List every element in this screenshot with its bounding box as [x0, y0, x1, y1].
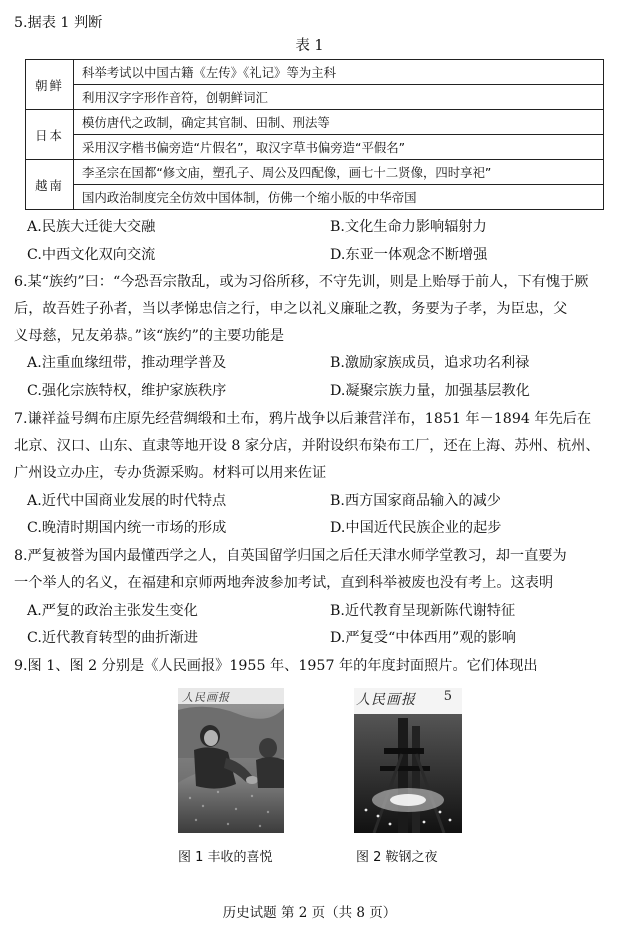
figure-2-caption: 图 2 鞍钢之夜 [356, 850, 438, 865]
q5-option-c[interactable]: C.中西文化双向交流 [27, 247, 156, 263]
q5-option-a[interactable]: A.民族大迁徙大交融 [27, 219, 156, 235]
q6-option-b[interactable]: B.激励家族成员，追求功名利禄 [330, 355, 530, 371]
table-cell: 采用汉字楷书偏旁造“片假名”，取汉字草书偏旁造“平假名” [74, 135, 604, 160]
table-row [26, 110, 604, 135]
table-cell-country: 日本 [26, 110, 74, 160]
q7-line: 北京、汉口、山东、直隶等地开设 8 家分店，并附设织布染布工厂，还在上海、苏州、杭州、 [14, 438, 600, 454]
table-cell: 国内政治制度完全仿效中国体制，仿佛一个缩小版的中华帝国 [74, 185, 604, 210]
q8-option-c[interactable]: C.近代教育转型的曲折渐进 [27, 630, 198, 646]
table-row [26, 60, 604, 85]
q6-option-d[interactable]: D.凝聚宗族力量，加强基层教化 [330, 383, 530, 399]
figure-1-image [178, 688, 284, 833]
q5-option-d[interactable]: D.东亚一体观念不断增强 [330, 247, 488, 263]
figure-2-masthead: 人民画报 [356, 692, 416, 708]
q8-option-a[interactable]: A.严复的政治主张发生变化 [27, 603, 198, 619]
page-footer: 历史试题 第 2 页（共 8 页） [222, 905, 397, 921]
q7-option-d[interactable]: D.中国近代民族企业的起步 [330, 520, 502, 536]
table-caption: 表 1 [295, 38, 324, 54]
table-cell-country: 越南 [26, 160, 74, 210]
comparison-table [25, 59, 604, 210]
q8-line: 一个举人的名义，在福建和京师两地奔波参加考试，直到科举被废也没有考上。这表明 [14, 575, 554, 591]
q7-line: 7.谦祥益号绸布庄原先经营绸缎和土布，鸦片战争以后兼营洋布，1851 年－1894 年先后在 [14, 411, 592, 427]
q7-line: 广州设立办庄，专办货源采购。材料可以用来佐证 [14, 465, 327, 481]
q7-option-c[interactable]: C.晚清时期国内统一市场的形成 [27, 520, 227, 536]
q5-stem: 5.据表 1 判断 [14, 15, 103, 31]
table-cell: 模仿唐代之政制，确定其官制、田制、刑法等 [74, 110, 604, 135]
q5-option-b[interactable]: B.文化生命力影响辐射力 [330, 219, 487, 235]
q6-option-c[interactable]: C.强化宗族特权，维护家族秩序 [27, 383, 227, 399]
figure-2-issue-number: 5 [443, 689, 452, 704]
q6-line: 6.某“族约”曰：“今恐吾宗散乱，或为习俗所移，不守先训，则是上贻辱于前人，下有愧于厥 [14, 274, 589, 290]
table-cell: 李圣宗在国都“修文庙，塑孔子、周公及四配像，画七十二贤像，四时享祀” [74, 160, 604, 185]
q6-line: 义母慈，兄友弟恭。”该“族约”的主要功能是 [14, 328, 285, 344]
table-row [26, 135, 604, 160]
figure-1-caption: 图 1 丰收的喜悦 [178, 850, 273, 865]
figure-1-masthead: 人民画报 [182, 691, 230, 704]
table-row [26, 160, 604, 185]
table-cell: 利用汉字字形作音符，创朝鲜词汇 [74, 85, 604, 110]
q9-stem: 9.图 1、图 2 分别是《人民画报》1955 年、1957 年的年度封面照片。它们体现出 [14, 658, 538, 674]
q7-option-b[interactable]: B.西方国家商品输入的减少 [330, 493, 501, 509]
table-cell-country: 朝鲜 [26, 60, 74, 110]
table-row [26, 85, 604, 110]
q8-option-b[interactable]: B.近代教育呈现新陈代谢特征 [330, 603, 516, 619]
table-cell: 科举考试以中国古籍《左传》《礼记》等为主科 [74, 60, 604, 85]
q8-option-d[interactable]: D.严复受“中体西用”观的影响 [330, 630, 516, 646]
figure-2-image [354, 688, 462, 833]
table-row [26, 185, 604, 210]
q7-option-a[interactable]: A.近代中国商业发展的时代特点 [27, 493, 227, 509]
q6-option-a[interactable]: A.注重血缘纽带，推动理学普及 [27, 355, 227, 371]
q6-line: 后，故吾姓子孙者，当以孝悌忠信之行，申之以礼义廉耻之教，务要为子孝，为臣忠，父 [14, 301, 568, 317]
q8-line: 8.严复被誉为国内最懂西学之人，自英国留学归国之后任天津水师学堂教习，却一直要为 [14, 548, 567, 564]
